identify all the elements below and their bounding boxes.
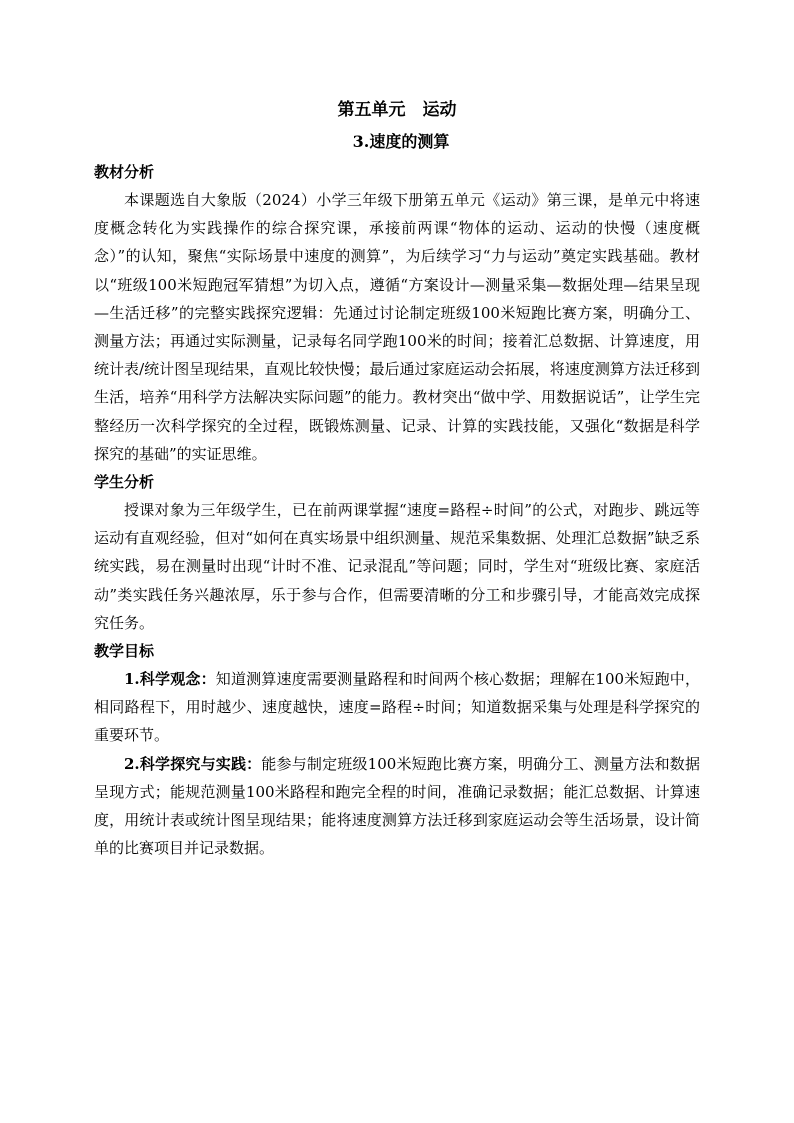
student-analysis-paragraph: 授课对象为三年级学生，已在前两课掌握“速度=路程÷时间”的公式，对跑步、跳远等运动有直观经验，但对“如何在真实场景中组织测量、规范采集数据、处理汇总数据”缺乏系统实践，易在测量时出现“计时不准、记录混乱”等问题；同时，学生对“班级比赛、家庭活动”类实践任务兴趣浓厚，乐于参与合作，但需要清晰的分工和步骤引导，才能高效完成探究任务。 <box>94 501 700 632</box>
goal-item-1-text: 知道测算速度需要测量路程和时间两个核心数据；理解在100米短跑中，相同路程下，用时越少、速度越快，速度=路程÷时间；知道数据采集与处理是科学探究的重要环节。 <box>94 670 700 745</box>
section-heading-material: 教材分析 <box>94 163 155 181</box>
section-heading-goals: 教学目标 <box>94 642 155 661</box>
goal-item-2-text: 能参与制定班级100米短跑比赛方案，明确分工、测量方法和数据呈现方式；能规范测量100米路程和跑完全程的时间，准确记录数据；能汇总数据、计算速度，用统计表或统计图呈现结果；能将速度测算方法迁移到家庭运动会等生活场景，设计简单的比赛项目并记录数据。 <box>94 754 700 858</box>
goal-item-1-label: 1.科学观念： <box>124 670 216 689</box>
goal-item-2-label: 2.科学探究与实践： <box>124 754 262 773</box>
goal-item-2 <box>94 750 700 863</box>
document-page <box>94 94 700 862</box>
material-analysis-paragraph: 本课题选自大象版（2024）小学三年级下册第五单元《运动》第三课，是单元中将速度概念转化为实践操作的综合探究课，承接前两课“物体的运动、运动的快慢（速度概念）”的认知，聚焦“实际场景中速度的测算”，为后续学习“力与运动”奠定实践基础。教材以“班级100米短跑冠军猜想”为切入点，遵循“方案设计—测量采集—数据处理—结果呈现—生活迁移”的完整实践探究逻辑：先通过讨论制定班级100米短跑比赛方案，明确分工、测量方法；再通过实际测量，记录每名同学跑100米的时间；接着汇总数据、计算速度，用统计表/统计图呈现结果，直观比较快慢；最后通过家庭运动会拓展，将速度测算方法迁移到生活，培养“用科学方法解决实际问题”的能力。教材突出“做中学、用数据说话”，让学生完整经历一次科学探究的全过程，既锻炼测量、记录、计算的实践技能，又强化“数据是科学探究的基础”的实证思维。 <box>94 191 700 463</box>
unit-title: 第五单元 运动 <box>337 100 457 120</box>
goal-item-1 <box>94 665 700 750</box>
section-heading-student: 学生分析 <box>94 473 155 492</box>
lesson-title: 3.速度的测算 <box>352 132 450 151</box>
